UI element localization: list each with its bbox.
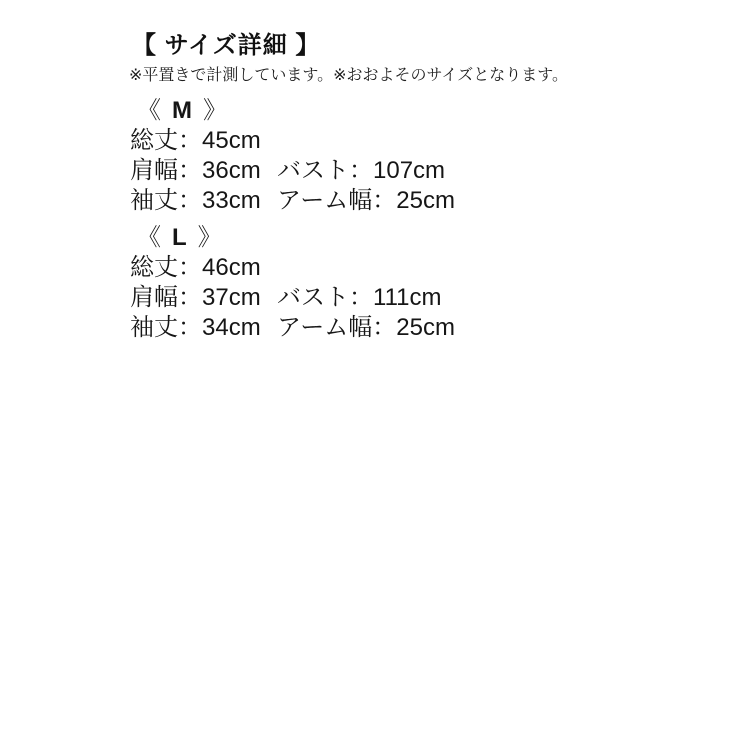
measurement-row — [130, 253, 455, 283]
bracket-close: 》 — [203, 97, 227, 124]
bracket-close: 》 — [197, 224, 222, 251]
sleeve-length-l: 袖丈：34cm — [130, 314, 261, 341]
size-heading-l — [130, 223, 455, 253]
measurement-row — [130, 186, 455, 216]
size-label-m: M — [172, 97, 192, 124]
total-length-m: 総丈：45cm — [130, 127, 261, 154]
bust-m: バスト：107cm — [277, 157, 446, 184]
measurement-row — [130, 126, 455, 156]
arm-width-m: アーム幅：25cm — [277, 187, 455, 214]
shoulder-width-l: 肩幅：37cm — [130, 284, 261, 311]
total-length-l: 総丈：46cm — [130, 254, 261, 281]
size-label-l: L — [172, 224, 187, 251]
measurement-note: ※平置きで計測しています。※おおよそのサイズとなります。 — [129, 67, 568, 84]
arm-width-l: アーム幅：25cm — [277, 314, 455, 341]
measurement-row — [130, 313, 455, 343]
sleeve-length-m: 袖丈：33cm — [130, 187, 261, 214]
measurement-row — [130, 156, 455, 186]
shoulder-width-m: 肩幅：36cm — [130, 157, 261, 184]
size-section-m — [130, 96, 455, 216]
size-heading-m — [130, 96, 455, 126]
bust-l: バスト：111cm — [277, 284, 442, 311]
bracket-open: 《 — [137, 97, 161, 124]
bracket-open: 《 — [137, 224, 161, 251]
measurement-row — [130, 283, 455, 313]
page-title: 【 サイズ詳細 】 — [132, 32, 321, 59]
size-section-l — [130, 223, 455, 343]
